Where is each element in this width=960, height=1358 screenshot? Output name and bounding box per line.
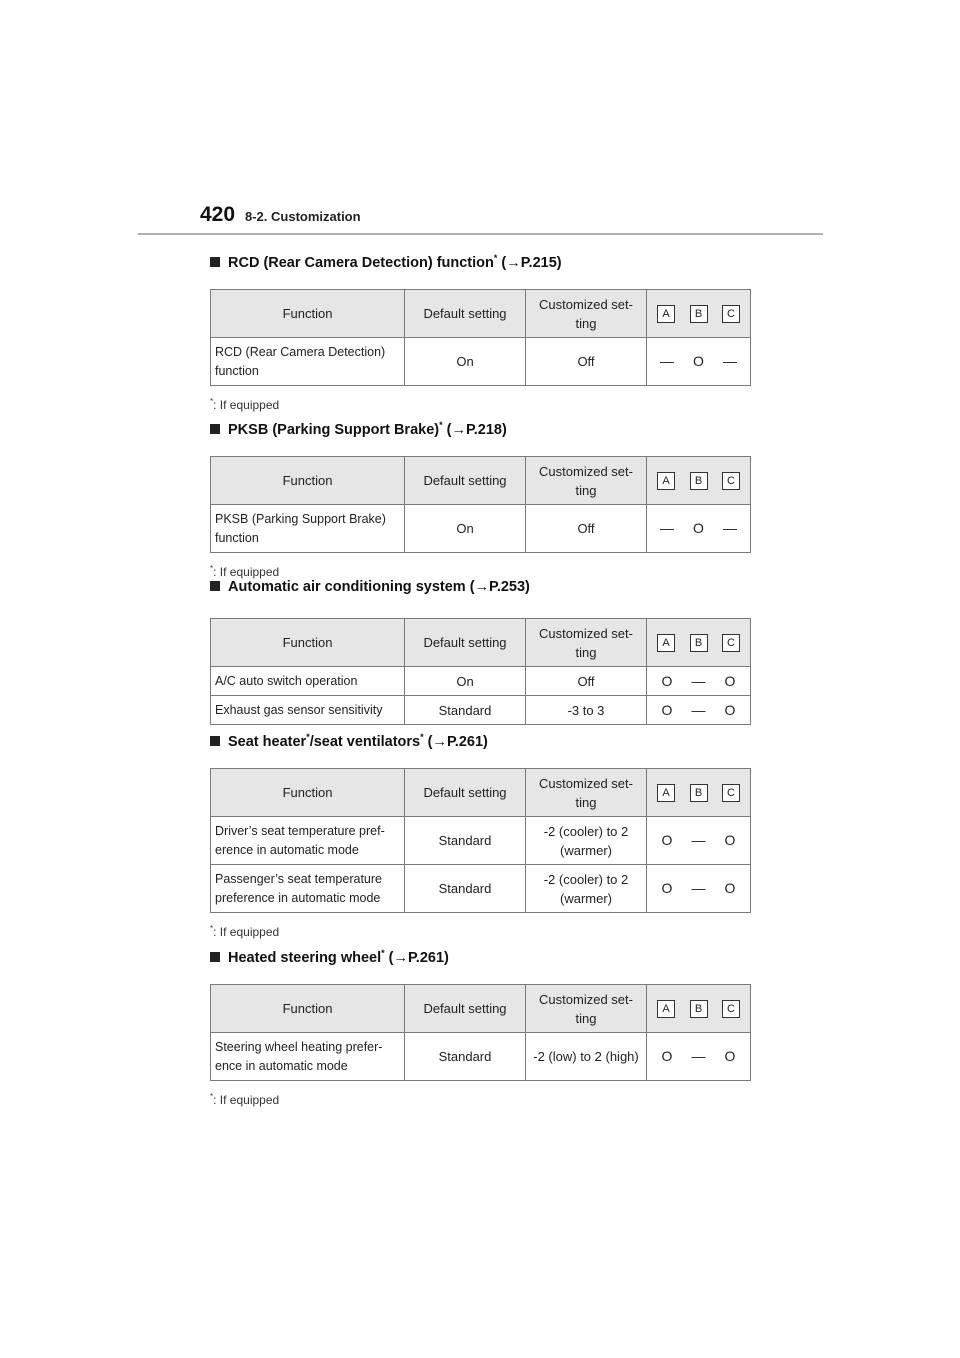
badge-b: B <box>690 634 708 652</box>
badge-b: B <box>690 305 708 323</box>
section-heated-steering-wheel <box>210 942 750 1106</box>
page-reference-link[interactable]: (→P.215) <box>497 254 562 271</box>
section-heading: RCD (Rear Camera Detection) function* (→P.215) <box>210 247 750 269</box>
section-heading: Heated steering wheel* (→P.261) <box>210 942 750 964</box>
page-header <box>200 203 822 235</box>
badge-b: B <box>690 1000 708 1018</box>
table-row: A/C auto switch operation On Off O — O <box>211 667 751 696</box>
badge-c: C <box>722 305 740 323</box>
settings-table <box>210 768 751 913</box>
square-bullet-icon <box>210 952 220 962</box>
col-custom: Customized set-ting <box>526 290 647 338</box>
settings-table <box>210 289 751 386</box>
badge-c: C <box>722 1000 740 1018</box>
header-divider <box>138 233 823 235</box>
chapter-title: 8-2. Customization <box>245 209 361 224</box>
badge-b: B <box>690 784 708 802</box>
table-row: Exhaust gas sensor sensitivity Standard -3 to 3 O — O <box>211 696 751 725</box>
badge-c: C <box>722 784 740 802</box>
page-reference-link[interactable]: (→P.261) <box>384 949 449 966</box>
table-row: Passenger’s seat temperature preference in automatic mode Standard -2 (cooler) to 2 (warmer) O — O <box>211 865 751 913</box>
square-bullet-icon <box>210 581 220 591</box>
footnote: *: If equipped <box>210 397 280 412</box>
square-bullet-icon <box>210 424 220 434</box>
page-reference-link[interactable]: (→P.253) <box>465 579 530 595</box>
footnote: *: If equipped <box>210 564 280 579</box>
section-seat-heater <box>210 726 750 938</box>
badge-c: C <box>722 472 740 490</box>
footnote: *: If equipped <box>210 1092 280 1107</box>
badge-a: A <box>657 305 675 323</box>
section-heading: Automatic air conditioning system (→P.253) <box>210 576 750 598</box>
square-bullet-icon <box>210 257 220 267</box>
table-header-row: Function Default setting Customized set-ting A B C <box>211 985 751 1033</box>
badge-a: A <box>657 1000 675 1018</box>
badge-b: B <box>690 472 708 490</box>
col-default: Default setting <box>405 290 526 338</box>
footnote: *: If equipped <box>210 924 280 939</box>
table-row: Steering wheel heating prefer-ence in automatic mode Standard -2 (low) to 2 (high) O — O <box>211 1033 751 1081</box>
table-row: PKSB (Parking Support Brake) function On Off — O — <box>211 505 751 553</box>
settings-table <box>210 456 751 553</box>
badge-a: A <box>657 784 675 802</box>
settings-table <box>210 984 751 1081</box>
table-header-row: Function Default setting Customized set-ting A B C <box>211 619 751 667</box>
page-reference-link[interactable]: (→P.261) <box>423 733 488 750</box>
section-rcd <box>210 247 750 411</box>
section-pksb <box>210 414 750 578</box>
table-header-row: Function Default setting Customized set-ting A B C <box>211 769 751 817</box>
badge-a: A <box>657 634 675 652</box>
col-abc <box>647 290 751 338</box>
table-header-row <box>211 290 751 338</box>
page-reference-link[interactable]: (→P.218) <box>442 421 507 438</box>
table-row: RCD (Rear Camera Detection) function On Off — O — <box>211 338 751 386</box>
section-heading: PKSB (Parking Support Brake)* (→P.218) <box>210 414 750 436</box>
page-number: 420 <box>200 203 236 226</box>
table-header-row: Function Default setting Customized set-ting A B C <box>211 457 751 505</box>
square-bullet-icon <box>210 736 220 746</box>
table-row: Driver’s seat temperature pref-erence in automatic mode Standard -2 (cooler) to 2 (warmer) O — O <box>211 817 751 865</box>
section-air-conditioning <box>210 576 750 725</box>
col-function: Function <box>211 290 405 338</box>
badge-a: A <box>657 472 675 490</box>
settings-table <box>210 618 751 725</box>
badge-c: C <box>722 634 740 652</box>
section-heading: Seat heater*/seat ventilators* (→P.261) <box>210 726 750 748</box>
